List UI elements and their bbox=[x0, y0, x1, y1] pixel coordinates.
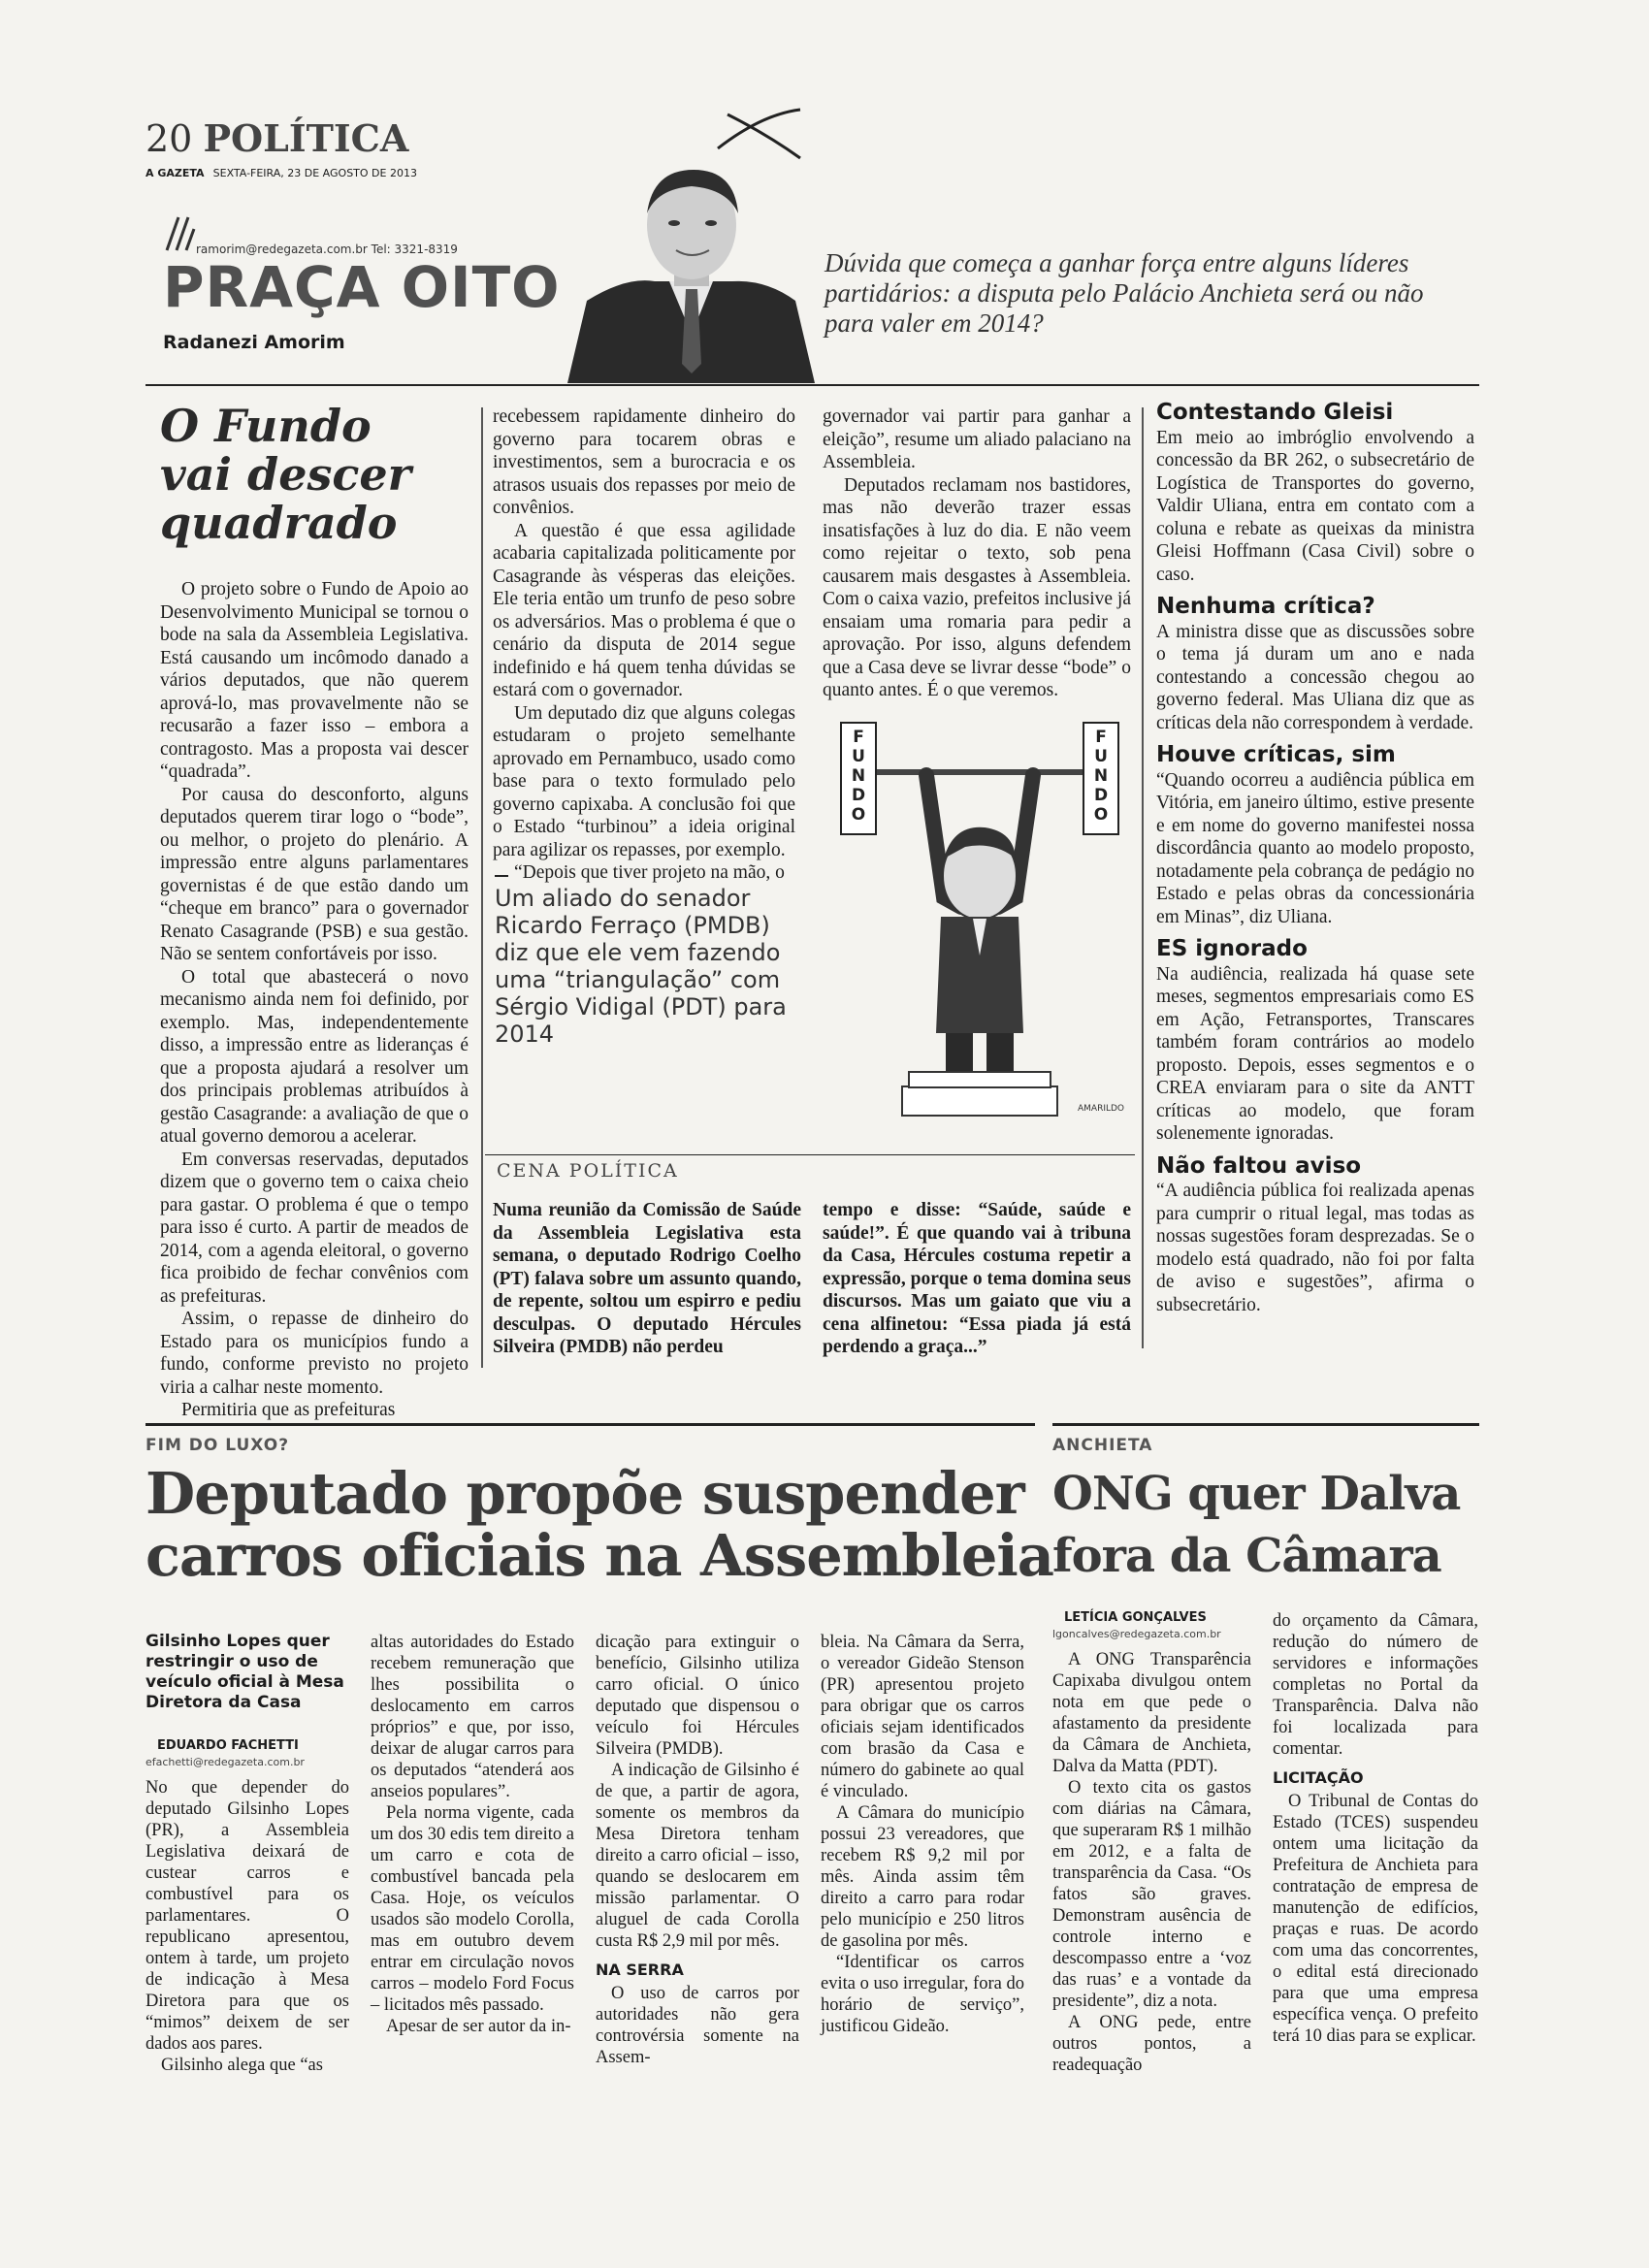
story2-byline: EDUARDO FACHETTI bbox=[157, 1738, 299, 1753]
cena-rule bbox=[485, 1154, 1135, 1155]
story2-headline-1: Deputado propõe suspender bbox=[146, 1460, 1024, 1527]
section-title: POLÍTICA bbox=[203, 116, 409, 160]
paragraph: dicação para extinguir o benefício, Gilsinho utiliza carro oficial. O único deputado que dispensou o veículo foi Hércules Silveira (PMDB). bbox=[596, 1633, 799, 1759]
story2-col3 bbox=[596, 1632, 799, 2068]
pen-mark-icon bbox=[713, 105, 810, 163]
cena-col1: Numa reunião da Comissão de Saúde da Assembleia Legislativa esta semana, o deputado Rodrigo Coelho (PT) falava sobre um assunto quando, de repente, soltou um espirro e pediu desculpas. O deputado Hércules Silveira (PMDB) não perdeu bbox=[493, 1200, 801, 1357]
svg-text:U: U bbox=[852, 747, 865, 766]
story3-headline-1: ONG quer Dalva bbox=[1052, 1467, 1461, 1521]
note-title: ES ignorado bbox=[1156, 936, 1308, 961]
story3-col1 bbox=[1052, 1649, 1251, 2076]
story3-kicker: ANCHIETA bbox=[1052, 1436, 1153, 1455]
paragraph: A questão é que essa agilidade acabaria capitalizada politicamente por Casagrande às vésperas das eleições. Ele teria então um trunfo de peso sobre os adversários. Mas o problema é que o cenário da disputa de 2014 segue indefinido e há quem tenha dúvidas se estará com o governador. bbox=[493, 520, 795, 700]
paragraph: A ONG Transparência Capixaba divulgou ontem nota em que pede o afastamento da presidente da Câmara de Anchieta, Dalva da Matta (PDT). bbox=[1052, 1650, 1251, 1776]
quote-dash bbox=[495, 875, 508, 877]
svg-text:D: D bbox=[851, 786, 866, 805]
paragraph: O Tribunal de Contas do Estado (TCES) suspendeu ontem uma licitação da Prefeitura de Anchieta para contratação de empresa de manutenção de edifícios, praças e ruas. De acordo com uma das concorrentes, o edital está direcionado para que uma empresa específica vença. O prefeito terá 10 dias para se explicar. bbox=[1273, 1792, 1478, 2046]
note-text: Na audiência, realizada há quase sete meses, segmentos empresariais como ES em Ação, Fetransportes, Transcares também foram contrários ao modelo proposto. Depois, esses segmentos e o CREA enviaram para o site da ANTT críticas ao modelo, que foram solenemente ignoradas. bbox=[1156, 963, 1474, 1144]
main-story-col2 bbox=[493, 405, 795, 885]
note-title: Contestando Gleisi bbox=[1156, 400, 1394, 425]
story2-deck: Gilsinho Lopes quer restringir o uso de veículo oficial à Mesa Diretora da Casa bbox=[146, 1632, 344, 1712]
page-number: 20 bbox=[146, 117, 193, 160]
paragraph: O uso de carros por autoridades não gera controvérsia somente na Assem- bbox=[596, 1984, 799, 2067]
note-text: “A audiência pública foi realizada apenas para cumprir o ritual legal, mas todas as nossas sugestões foram desprezadas. Se o modelo está quadrado, não foi por falta de aviso e sugestões”, afirma o subsecretário. bbox=[1156, 1181, 1474, 1315]
story3-byline: LETÍCIA GONÇALVES bbox=[1064, 1610, 1207, 1625]
note-title: Nenhuma crítica? bbox=[1156, 594, 1375, 619]
svg-text:N: N bbox=[1093, 766, 1109, 786]
paragraph: do orçamento da Câmara, redução do número de servidores e informações completas no Portal da Transparência. Dalva não foi localizada para comentar. bbox=[1273, 1611, 1478, 1759]
svg-text:D: D bbox=[1093, 786, 1109, 805]
issue-date: SEXTA-FEIRA, 23 DE AGOSTO DE 2013 bbox=[212, 167, 417, 179]
paragraph: Gilsinho alega que “as bbox=[161, 2056, 323, 2075]
paragraph: “Depois que tiver projeto na mão, o bbox=[514, 862, 785, 883]
paragraph: Assim, o repasse de dinheiro do Estado para os municípios fundo a fundo, conforme previsto no projeto viria a calhar neste momento. bbox=[160, 1309, 469, 1398]
note-text: A ministra disse que as discussões sobre o tema já duram um ano e nada contestando a concessão chegou ao governo federal. Mas Uliana diz que as críticas dela não correspondem à verdade. bbox=[1156, 621, 1474, 733]
paragraph: A Câmara do município possui 23 vereadores, que recebem R$ 9,2 mil por mês. Ainda assim têm direito a carro para rodar pelo município e 250 litros de gasolina por mês. bbox=[821, 1803, 1024, 1951]
paragraph: A indicação de Gilsinho é de que, a partir de agora, somente os membros da Mesa Diretora tenham direito a carro oficial – isso, quando se deslocarem em missão parlamentar. O aluguel de cada Corolla custa R$ 2,9 mil por mês. bbox=[596, 1761, 799, 1951]
story3-email: lgoncalves@redegazeta.com.br bbox=[1052, 1628, 1221, 1640]
paragraph: Deputados reclamam nos bastidores, mas não deverão trazer essas insatisfações à luz do dia. E não veem como rejeitar o texto, sob pena causarem mais desgastes à Assembleia. Com o caixa vazio, prefeitos inclusive já ensaiam uma romaria para pedir a aprovação. Por isso, alguns defendem que a Casa deve se livrar desse “bode” o quanto antes. É o que veremos. bbox=[823, 474, 1131, 700]
note-text: “Quando ocorreu a audiência pública em Vitória, em janeiro último, estive presente e em nome do governo manifestei nossa discordância quanto ao modelo proposto, notadamente pela cobrança de pedágio no Estado e pelas obras da concessionária em Minas”, diz Uliana. bbox=[1156, 769, 1474, 927]
main-headline: O Fundo vai descer quadrado bbox=[160, 400, 411, 549]
column-logo-icon bbox=[163, 211, 196, 254]
paragraph: O total que abastecerá o novo mecanismo ainda nem foi definido, por exemplo. Mas, independentemente disso, a impressão entre as lideranças é que a proposta ajudará a resolver um dos principais problemas atribuídos à gestão Casagrande: a avaliação de que o atual governo demorou a acelerar. bbox=[160, 966, 469, 1147]
story2-col2 bbox=[371, 1632, 574, 2037]
column-contact: ramorim@redegazeta.com.br Tel: 3321-8319 bbox=[196, 243, 458, 256]
paragraph: Pela norma vigente, cada um dos 30 edis tem direito a um carro e cota de combustível bancada pela Casa. Hoje, os veículos usados são modelo Corolla, mas em outubro devem entrar em circulação novos carros – modelo Ford Focus – licitados mês passado. bbox=[371, 1803, 574, 2015]
paragraph: Um deputado diz que alguns colegas estudaram o projeto semelhante aprovado em Pernambuco, usado como base para o texto formulado pelo governo capixaba. A conclusão foi que o Estado “turbinou” a ideia original para agilizar os repasses, por exemplo. bbox=[493, 702, 795, 860]
paragraph: O projeto sobre o Fundo de Apoio ao Desenvolvimento Municipal se tornou o bode na sala da Assembleia Legislativa. Está causando um incômodo danado a vários deputados, que não querem aprová-lo, mas provavelmente não se recusarão a fazer isso – embora a contragosto. Mas a proposta vai descer “quadrada”. bbox=[160, 579, 469, 782]
svg-text:U: U bbox=[1094, 747, 1108, 766]
column-name: PRAÇA OITO bbox=[163, 254, 561, 320]
cartoon-illustration bbox=[829, 713, 1130, 1130]
svg-text:O: O bbox=[1093, 805, 1109, 825]
main-story-col3 bbox=[823, 405, 1131, 702]
paragraph: O texto cita os gastos com diárias na Câmara, que superaram R$ 1 milhão em 2012, e a falta de transparência da Casa. “Os fatos são graves. Demonstram ausência de controle interno e descompasso entre a ‘voz das ruas’ e a vontade da presidente”, diz a nota. bbox=[1052, 1778, 1251, 2011]
paragraph: Em conversas reservadas, deputados dizem que o governo tem o caixa cheio para gastar. O problema é que o tempo para isso é curto. A partir de meados de 2014, com a agenda eleitoral, o governo fica proibido de fechar convênios com as prefeituras. bbox=[160, 1149, 469, 1307]
main-story-col1 bbox=[160, 578, 469, 1422]
note-title: Não faltou aviso bbox=[1156, 1152, 1362, 1179]
section-rule bbox=[1052, 1423, 1479, 1426]
top-rule bbox=[146, 384, 1479, 386]
paragraph: “Identificar os carros evita o uso irregular, fora do horário de serviço”, justificou Gideão. bbox=[821, 1953, 1024, 2036]
paragraph: No que depender do deputado Gilsinho Lopes (PR), a Assembleia Legislativa deixará de custear carros e combustível para os parlamentares. O republicano apresentou, ontem à tarde, um projeto de indicação à Mesa Diretora para que os “mimos” deixem de ser dados aos pares. bbox=[146, 1778, 349, 2054]
story2-kicker: FIM DO LUXO? bbox=[146, 1436, 290, 1455]
svg-text:F: F bbox=[1095, 728, 1107, 747]
paragraph: Apesar de ser autor da in- bbox=[386, 2017, 571, 2036]
story3-col2 bbox=[1273, 1610, 1478, 2047]
author-portrait bbox=[567, 165, 815, 383]
note-title: Houve críticas, sim bbox=[1156, 742, 1396, 767]
paragraph: governador vai partir para ganhar a eleição”, resume um aliado palaciano na Assembleia. bbox=[823, 406, 1131, 472]
section-rule bbox=[146, 1423, 1035, 1426]
paragraph: A ONG pede, entre outros pontos, a readequação bbox=[1052, 2013, 1251, 2075]
column-divider bbox=[1142, 407, 1144, 1348]
column-divider bbox=[481, 407, 483, 1368]
svg-text:F: F bbox=[853, 728, 864, 747]
note-text: Em meio ao imbróglio envolvendo a concessão da BR 262, o subsecretário de Logística de Transportes do governo, Valdir Uliana, entra em contato com a coluna e rebate as queixas da ministra Gleisi Hoffmann (Casa Civil) sobre o caso. bbox=[1156, 427, 1474, 585]
pull-quote: Um aliado do senador Ricardo Ferraço (PMDB) diz que ele vem fazendo uma “triangulação” com Sérgio Vidigal (PDT) para 2014 bbox=[495, 885, 787, 1048]
cartoon-signature: AMARILDO bbox=[1077, 1104, 1125, 1114]
svg-text:N: N bbox=[851, 766, 866, 786]
svg-text:O: O bbox=[851, 805, 866, 825]
paragraph: Permitiria que as prefeituras bbox=[181, 1400, 396, 1420]
story2-col1 bbox=[146, 1777, 349, 2076]
story2-col4 bbox=[821, 1632, 1024, 2037]
story2-email: efachetti@redegazeta.com.br bbox=[146, 1756, 305, 1768]
paragraph: bleia. Na Câmara da Serra, o vereador Gideão Stenson (PR) apresentou projeto para obrigar que os carros oficiais sejam identificados com brasão da Casa e número do gabinete ao qual é vinculado. bbox=[821, 1633, 1024, 1801]
sidebar-notes bbox=[1156, 402, 1474, 1316]
paragraph: Por causa do desconforto, alguns deputados querem tirar logo o “bode”, ou melhor, o projeto do plenário. A impressão entre alguns parlamentares governistas é de que estão dando um “cheque em branco” para o governador Renato Casagrande (PSB) e sua gestão. Não se sentem confortáveis por isso. bbox=[160, 784, 469, 964]
paragraph: recebessem rapidamente dinheiro do governo para tocarem obras e investimentos, sem a burocracia e os atrasos usuais dos repasses por meio de convênios. bbox=[493, 406, 795, 518]
paper-name: A GAZETA bbox=[146, 167, 205, 179]
story3-subhead: LICITAÇÃO bbox=[1273, 1768, 1364, 1787]
cena-col2: tempo e disse: “Saúde, saúde e saúde!”. É que quando vai à tribuna da Casa, Hércules costuma repetir a expressão, porque o tema domina seus discursos. Mas um gaiato que viu a cena alfinetou: “Essa piada já está perdendo a graça...” bbox=[823, 1200, 1131, 1357]
cena-label: CENA POLÍTICA bbox=[497, 1160, 679, 1182]
column-author: Radanezi Amorim bbox=[163, 332, 345, 353]
story2-headline-2: carros oficiais na Assembleia bbox=[146, 1522, 1054, 1589]
paragraph: altas autoridades do Estado recebem remuneração que lhes possibilita o deslocamento em carros próprios” e que, por isso, deixar de alugar carros para os deputados “atenderá aos anseios populares”. bbox=[371, 1633, 574, 1801]
story2-subhead: NA SERRA bbox=[596, 1960, 684, 1979]
story3-headline-2: fora da Câmara bbox=[1052, 1529, 1441, 1583]
column-teaser: Dúvida que começa a ganhar força entre alguns líderes partidários: a disputa pelo Palácio Anchieta será ou não para valer em 2014? bbox=[824, 248, 1424, 338]
